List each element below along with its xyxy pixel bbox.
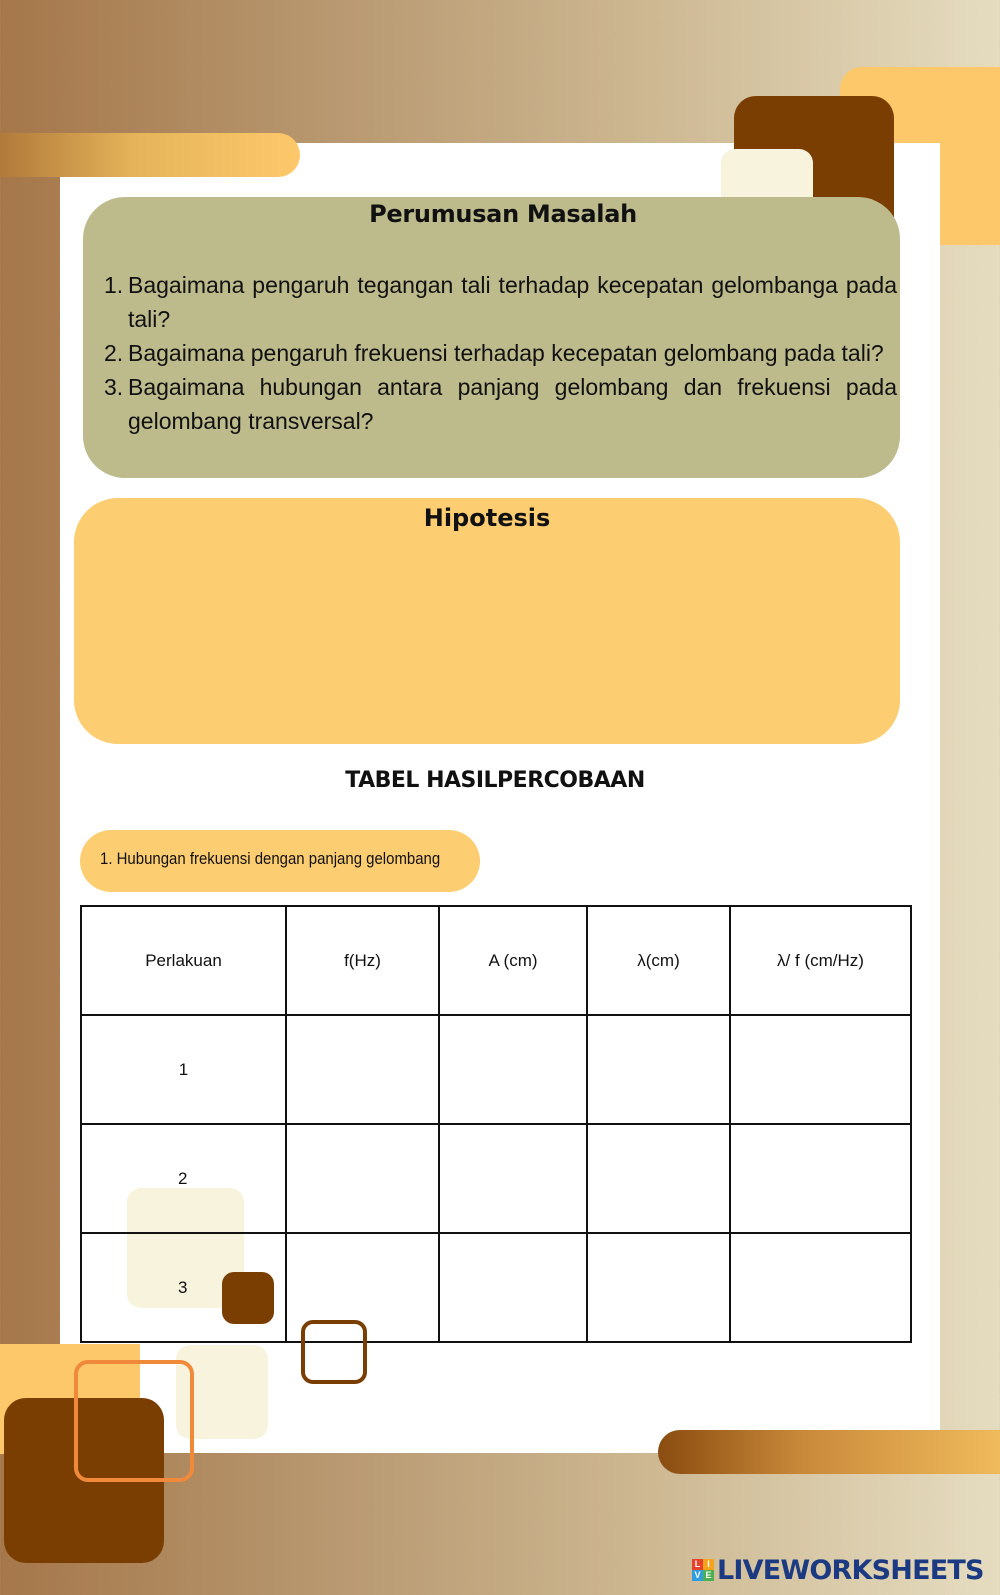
decor-top-bar [0, 133, 300, 177]
cell-input[interactable] [439, 1124, 587, 1233]
question-item [100, 336, 897, 370]
question-item [100, 268, 897, 336]
table-header-row [81, 906, 911, 1015]
decor-bottom-bar [658, 1430, 1000, 1474]
liveworksheets-logo [692, 1552, 984, 1588]
cell-perlakuan: 3 [81, 1233, 286, 1342]
hipotesis-answer-box[interactable] [74, 498, 900, 744]
table-row [81, 1124, 911, 1233]
cell-input[interactable] [587, 1124, 730, 1233]
question-number: 1. [104, 272, 124, 298]
question-item [100, 370, 897, 438]
cell-input[interactable] [730, 1124, 911, 1233]
header-amplitudo: A (cm) [439, 906, 587, 1015]
question-number: 2. [104, 340, 124, 366]
perumusan-masalah-title: Perumusan Masalah [369, 200, 637, 228]
decor-brown-outline-square [301, 1320, 367, 1384]
question-text: Bagaimana hubungan antara panjang gelombang dan frekuensi pada gelombang transversal? [128, 374, 897, 434]
table-row [81, 1015, 911, 1124]
cell-input[interactable] [286, 1124, 439, 1233]
cell-input[interactable] [439, 1233, 587, 1342]
header-perlakuan: Perlakuan [81, 906, 286, 1015]
decor-orange-outline-square [74, 1360, 194, 1482]
table-row [81, 1233, 911, 1342]
cell-input[interactable] [730, 1233, 911, 1342]
cell-input[interactable] [730, 1015, 911, 1124]
liveworksheets-wordmark: LIVEWORKSHEETS [717, 1554, 984, 1586]
hipotesis-title: Hipotesis [423, 504, 551, 532]
cell-input[interactable] [587, 1015, 730, 1124]
header-frekuensi: f(Hz) [286, 906, 439, 1015]
question-list [100, 268, 897, 438]
header-panjang-gelombang: λ(cm) [587, 906, 730, 1015]
question-number: 3. [104, 374, 124, 400]
table-subtitle: 1. Hubungan frekuensi dengan panjang gelombang [100, 849, 441, 868]
liveworksheets-logo-icon: L I V E [692, 1559, 714, 1581]
question-text: Bagaimana pengaruh frekuensi terhadap kecepatan gelombang pada tali? [128, 340, 884, 366]
cell-input[interactable] [587, 1233, 730, 1342]
table-title: TABEL HASILPERCOBAAN [345, 768, 645, 793]
question-text: Bagaimana pengaruh tegangan tali terhadap kecepatan gelombanga pada tali? [128, 272, 897, 332]
cell-perlakuan: 2 [81, 1124, 286, 1233]
results-table [80, 905, 912, 1343]
cell-input[interactable] [286, 1015, 439, 1124]
cell-perlakuan: 1 [81, 1015, 286, 1124]
header-rasio: λ/ f (cm/Hz) [730, 906, 911, 1015]
cell-input[interactable] [439, 1015, 587, 1124]
